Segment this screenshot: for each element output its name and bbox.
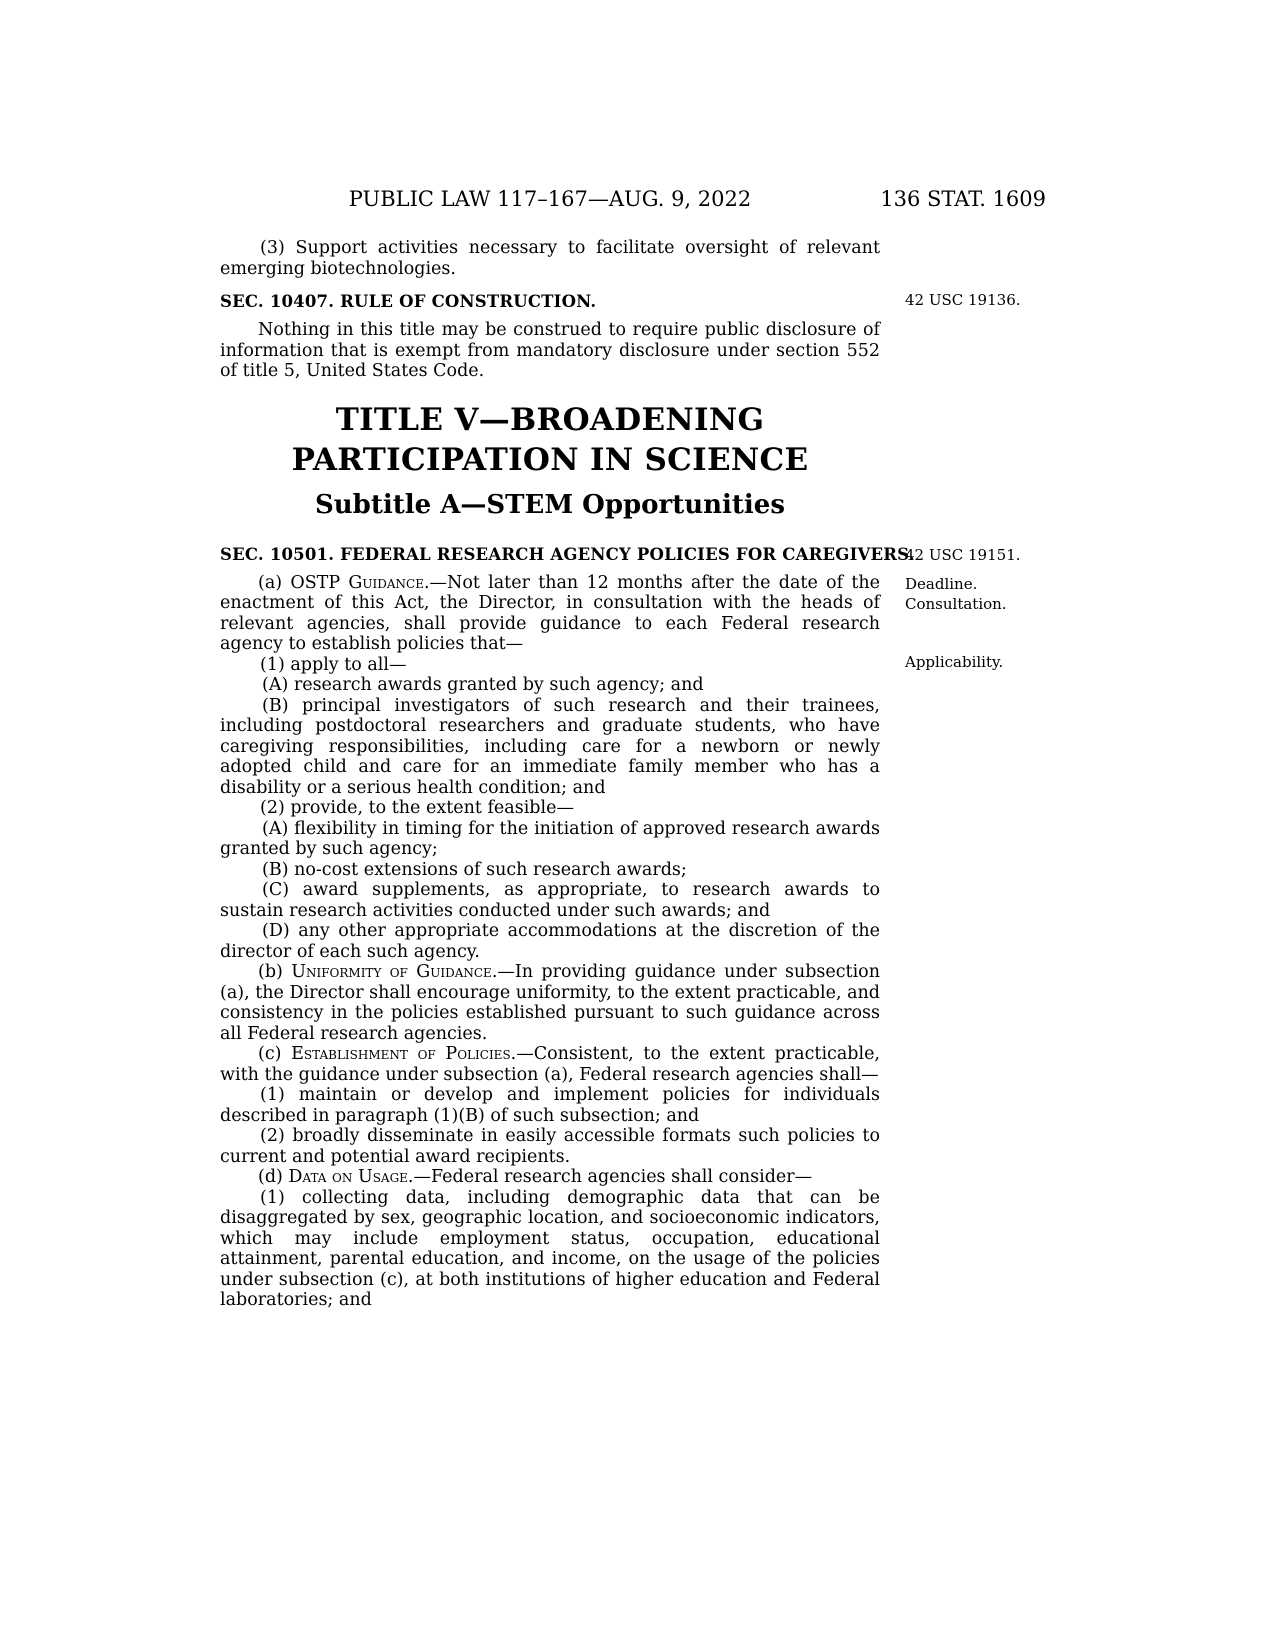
paragraph-a-2: (2) provide, to the extent feasible— [260,798,574,818]
subsection-b: (b) Uniformity of Guidance.—In providing guidance under subsection (a), the Director shall encourage uniformity, to the extent practicable, and consistency in the policies established pursuant to such guidance across all Federal research agencies. [220,962,880,1044]
paragraph-a-1: (1) apply to all— [260,654,407,675]
running-header-law: PUBLIC LAW 117–167—AUG. 9, 2022 [348,187,752,211]
running-header [220,186,1046,212]
subparagraph-a-2-A: (A) flexibility in timing for the initiation of approved research awards granted by such agency; [220,818,880,859]
sec-10407-heading: SEC. 10407. RULE OF CONSTRUCTION. [220,292,597,311]
running-header-stat-number: 136 STAT. 1609 [880,187,1046,211]
margin-note-usc-19151: 42 USC 19151. [905,546,1021,564]
subparagraph-a-1-B: (B) principal investigators of such research and their trainees, including postdoctoral researchers and graduate students, who have caregiving responsibilities, including care for a newborn or newly adopted child and care for an immediate family member who has a disability or a serious health condition; and [220,695,880,798]
subsection-c: (c) Establishment of Policies.—Consistent, to the extent practicable, with the guidance under subsection (a), Federal research agencies shall— [220,1044,880,1085]
subparagraph-a-2-D: (D) any other appropriate accommodations at the discretion of the director of each such agency. [220,921,880,962]
title-v-heading: TITLE V—BROADENING PARTICIPATION IN SCIENCE [291,401,809,478]
margin-note-usc-19136: 42 USC 19136. [905,291,1021,309]
subparagraph-a-2-B: (B) no-cost extensions of such research awards; [262,859,687,880]
subsection-d: (d) Data on Usage.—Federal research agencies shall consider— [258,1167,813,1187]
subtitle-a-heading: Subtitle A—STEM Opportunities [315,489,785,520]
subparagraph-a-2-C: (C) award supplements, as appropriate, to research awards to sustain research activities conducted under such awards; and [220,880,880,921]
paragraph-3: (3) Support activities necessary to facilitate oversight of relevant emerging biotechnologies. [220,238,880,279]
paragraph-c-2: (2) broadly disseminate in easily accessible formats such policies to current and potential award recipients. [220,1126,880,1167]
subparagraph-a-1-A: (A) research awards granted by such agency; and [262,675,704,695]
sec-10407-text: Nothing in this title may be construed to require public disclosure of information that is exempt from mandatory disclosure under section 552 of title 5, United States Code. [220,320,880,381]
paragraph-d-1: (1) collecting data, including demographic data that can be disaggregated by sex, geographic location, and socioeconomic indicators, which may include employment status, occupation, educational attainment, parental education, and income, on the usage of the policies under subsection (c), at both institutions of higher education and Federal laboratories; and [220,1187,880,1310]
margin-note-applicability: Applicability. [905,653,1004,671]
paragraph-c-1: (1) maintain or develop and implement policies for individuals described in paragraph (1)(B) of such subsection; and [220,1085,880,1126]
margin-note-deadline: Deadline. [905,575,978,593]
subsection-a: (a) OSTP Guidance.—Not later than 12 months after the date of the enactment of this Act, the Director, in consultation with the heads of relevant agencies, shall provide guidance to each Federal research agency to establish policies that— [220,572,880,654]
margin-note-consultation: Consultation. [905,595,1007,613]
sec-10501-heading: SEC. 10501. FEDERAL RESEARCH AGENCY POLICIES FOR CAREGIVERS. [220,544,915,564]
